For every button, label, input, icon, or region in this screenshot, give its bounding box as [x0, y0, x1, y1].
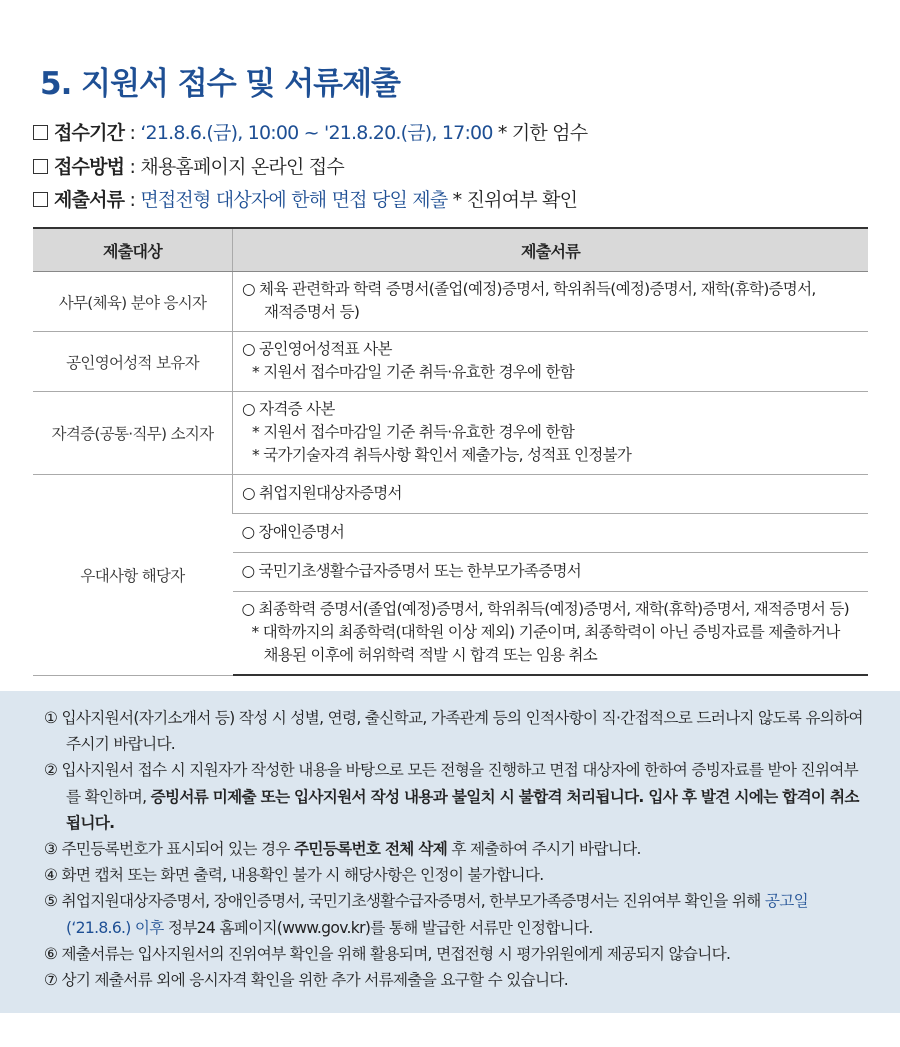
note-text: 정부24 홈페이지(www.gov.kr)를 통해 발급한 서류만 인정합니다.	[163, 918, 593, 937]
doc-line: ○ 국민기초생활수급자증명서 또는 한부모가족증명서	[241, 562, 582, 580]
target-cell: 자격증(공통·직무) 소지자	[33, 392, 233, 475]
doc-line: ○ 최종학력 증명서(졸업(예정)증명서, 학위취득(예정)증명서, 재학(휴학)증명서, 재적증명서 등)	[241, 600, 849, 618]
header-documents: 제출서류	[233, 228, 869, 272]
documents-label: 제출서류	[54, 189, 125, 211]
doc-line: ○ 체육 관련학과 학력 증명서(졸업(예정)증명서, 학위취득(예정)증명서, 재학(휴학)증명서,	[242, 280, 816, 298]
period-sep: :	[124, 122, 141, 144]
note-item	[44, 705, 870, 757]
note-highlight-text: 공고일(‘21.8.6.) 이후	[66, 892, 808, 937]
target-cell: 공인영어성적 보유자	[33, 332, 233, 392]
doc-line: * 지원서 접수마감일 기준 취득·유효한 경우에 한함	[252, 423, 575, 441]
note-number: ⑤	[44, 892, 58, 911]
doc-line: 재적증명서 등)	[264, 303, 360, 321]
doc-line: * 대학까지의 최종학력(대학원 이상 제외) 기준이며, 최종학력이 아닌 증빙자료를 제출하거나	[251, 623, 840, 641]
note-item	[44, 941, 870, 967]
note-item	[44, 888, 870, 940]
table-row	[33, 272, 868, 332]
table-row	[33, 332, 868, 392]
doc-line: ○ 장애인증명서	[241, 523, 345, 541]
docs-cell	[233, 272, 869, 332]
checkbox-square-icon	[33, 192, 48, 207]
note-bold-text: 주민등록번호 전체 삭제	[294, 840, 448, 859]
note-item	[44, 757, 870, 836]
table-row	[33, 392, 868, 475]
method-line	[33, 152, 344, 179]
documents-note: * 진위여부 확인	[447, 189, 578, 211]
doc-line: * 국가기술자격 취득사항 확인서 제출가능, 성적표 인정불가	[252, 446, 632, 464]
docs-cell	[233, 332, 869, 392]
method-label: 접수방법	[54, 156, 125, 178]
doc-line: ○ 취업지원대상자증명서	[242, 484, 402, 502]
note-number: ⑦	[44, 971, 58, 990]
checkbox-square-icon	[33, 125, 48, 140]
note-text: 제출서류는 입사지원서의 진위여부 확인을 위해 활용되며, 면접전형 시 평가위원에게 제공되지 않습니다.	[61, 944, 731, 963]
page-title: 5. 지원서 접수 및 서류제출	[40, 66, 400, 102]
docs-cell	[233, 514, 869, 553]
checkbox-square-icon	[33, 159, 48, 174]
docs-cell	[233, 392, 869, 475]
documents-table	[33, 227, 868, 676]
doc-line: ○ 공인영어성적표 사본	[242, 340, 392, 358]
note-item	[44, 862, 870, 888]
method-sep: :	[124, 156, 141, 178]
period-note: * 기한 엄수	[492, 122, 588, 144]
doc-line: * 지원서 접수마감일 기준 취득·유효한 경우에 한함	[252, 363, 575, 381]
table-header-row	[33, 228, 868, 272]
note-text: 화면 캡처 또는 화면 출력, 내용확인 불가 시 해당사항은 인정이 불가합니다.	[61, 866, 544, 885]
note-text: 후 제출하여 주시기 바랍니다.	[447, 840, 641, 859]
notes-list	[0, 691, 900, 993]
note-item	[44, 836, 870, 862]
period-value: ‘21.8.6.(금), 10:00 ~ '21.8.20.(금), 17:00	[140, 122, 493, 144]
note-number: ①	[44, 709, 58, 727]
docs-cell	[233, 592, 869, 676]
header-target: 제출대상	[33, 228, 233, 272]
notes-panel	[0, 691, 900, 1013]
note-number: ④	[44, 866, 58, 885]
note-text: 취업지원대상자증명서, 장애인증명서, 국민기초생활수급자증명서, 한부모가족증명서는 진위여부 확인을 위해	[61, 892, 765, 911]
note-text: 상기 제출서류 외에 응시자격 확인을 위한 추가 서류제출을 요구할 수 있습니다.	[61, 971, 569, 990]
target-cell: 우대사항 해당자	[33, 475, 233, 676]
note-bold-text: 증빙서류 미제출 또는 입사지원서 작성 내용과 불일치 시 불합격 처리됩니다. 입사 후 발견 시에는 합격이 취소됩니다.	[66, 787, 859, 832]
documents-sep: :	[124, 189, 141, 211]
period-label: 접수기간	[54, 122, 125, 144]
period-line	[33, 118, 587, 145]
note-number: ⑥	[44, 944, 58, 963]
note-item	[44, 967, 870, 993]
note-number: ②	[44, 761, 58, 780]
doc-line: 채용된 이후에 허위학력 적발 시 합격 또는 임용 취소	[263, 646, 598, 664]
docs-cell	[233, 553, 869, 592]
documents-value: 면접전형 대상자에 한해 면접 당일 제출	[140, 189, 448, 211]
docs-cell	[233, 475, 869, 514]
target-cell: 사무(체육) 분야 응시자	[33, 272, 233, 332]
note-text: 주민등록번호가 표시되어 있는 경우	[61, 840, 295, 859]
note-text: 입사지원서 접수 시 지원자가 작성한 내용을 바탕으로 모든 전형을 진행하고 면접 대상자에 한하여 증빙자료를 받아 진위여부를 확인하며,	[61, 761, 858, 806]
table-row	[33, 475, 868, 514]
note-number: ③	[44, 840, 58, 859]
doc-line: ○ 자격증 사본	[242, 400, 335, 418]
method-value: 채용홈페이지 온라인 접수	[140, 156, 344, 178]
note-text: 입사지원서(자기소개서 등) 작성 시 성별, 연령, 출신학교, 가족관계 등의 인적사항이 직·간접적으로 드러나지 않도록 유의하여 주시기 바랍니다.	[61, 709, 863, 754]
documents-line	[33, 185, 577, 212]
